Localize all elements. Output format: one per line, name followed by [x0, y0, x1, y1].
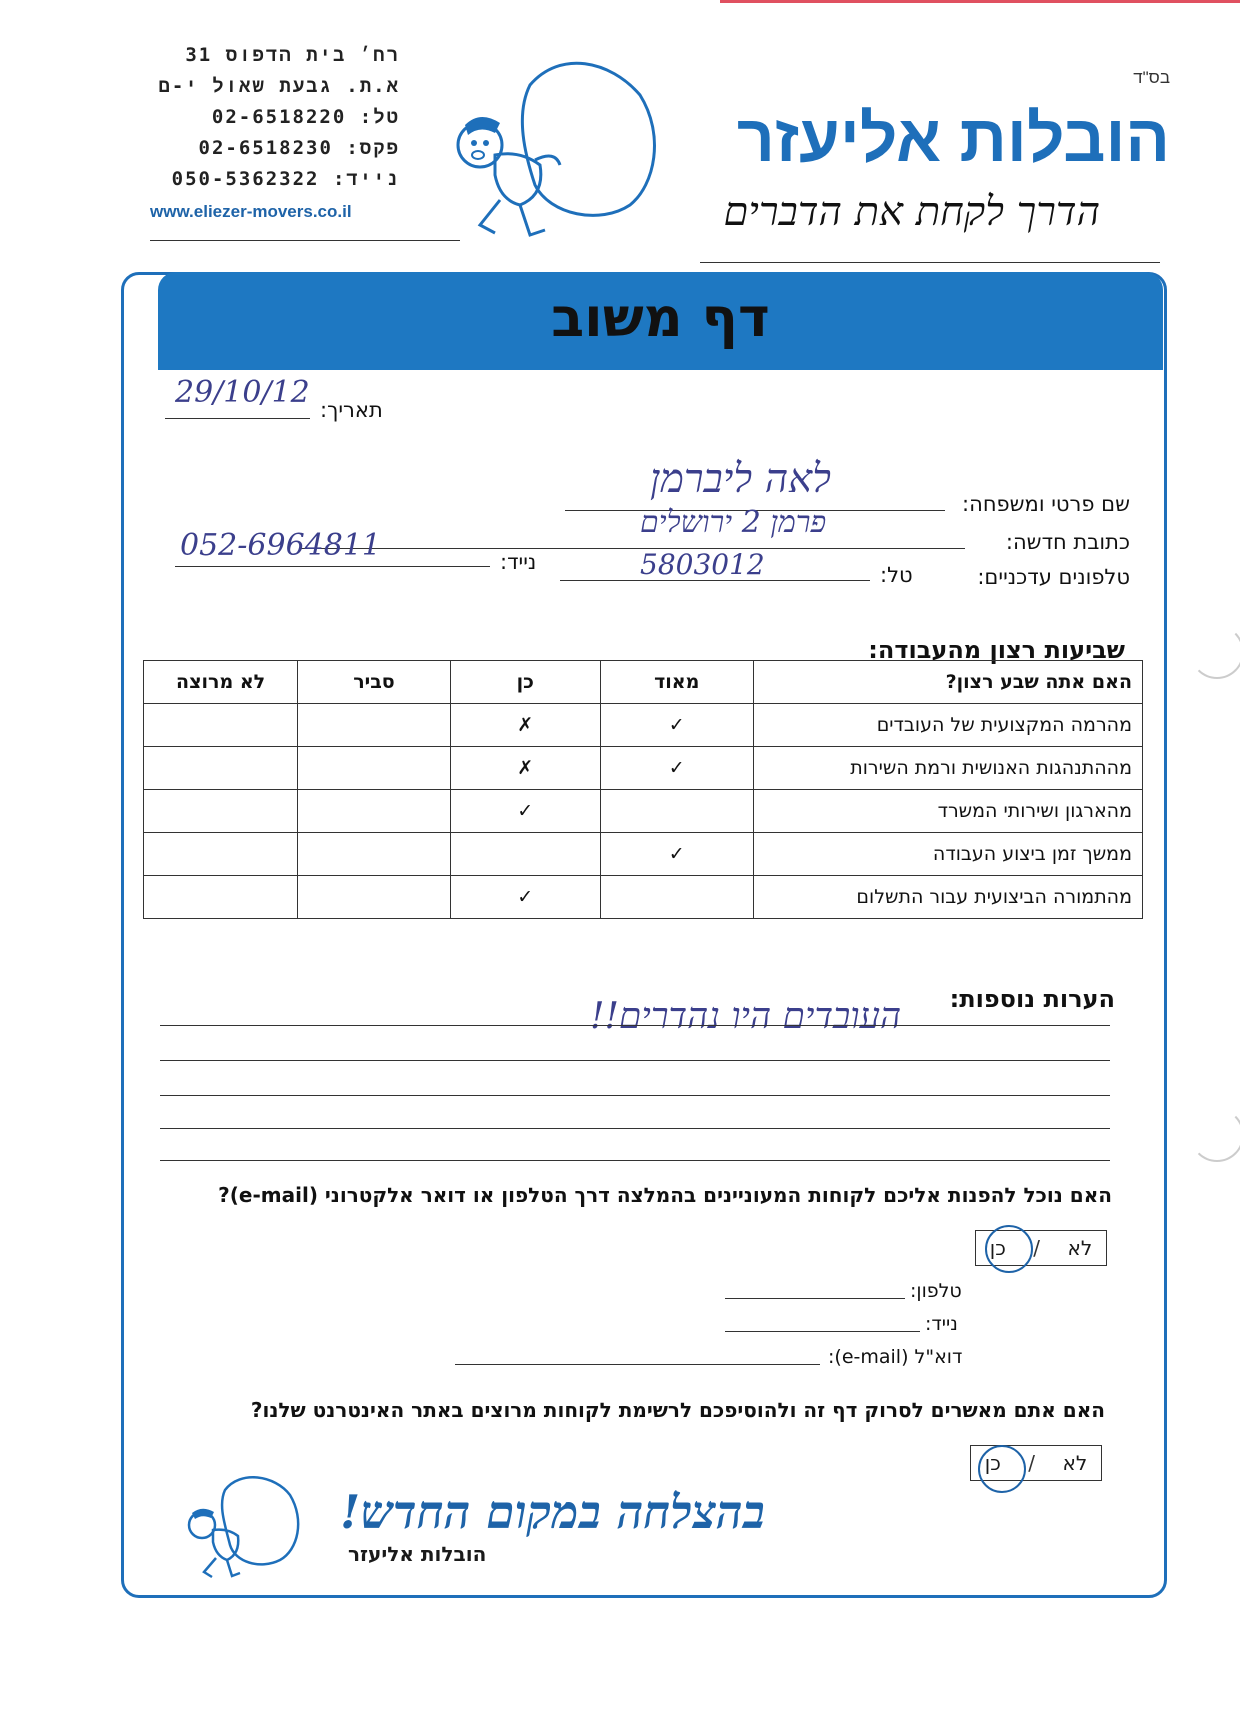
- row-label: מההתנהגות האנושית ורמת השירות: [753, 747, 1142, 790]
- address-label: כתובת חדשה:: [1005, 530, 1130, 554]
- contact-block: [150, 40, 400, 229]
- name-label: שם פרטי ומשפחה:: [962, 492, 1130, 516]
- contact-yes-circle-mark: [985, 1225, 1033, 1273]
- address-value[interactable]: פרמן 2 ירושלים: [640, 505, 827, 540]
- contact-underline: [150, 240, 460, 241]
- contact-mobile-line: [725, 1331, 920, 1332]
- form-title: דף משוב: [551, 286, 770, 349]
- table-row: [144, 833, 1143, 876]
- mark-cell[interactable]: [144, 747, 298, 790]
- date-label: תאריך:: [320, 398, 383, 422]
- contact-tel-label: טלפון:: [910, 1280, 962, 1302]
- internet-yes-option[interactable]: כן: [984, 1451, 1001, 1475]
- notes-text[interactable]: העובדים היו נהדרים!!: [590, 996, 902, 1037]
- mobile-line-field: [175, 566, 490, 567]
- notes-line-5: [160, 1160, 1110, 1161]
- column-header-reasonable: סביר: [298, 661, 451, 704]
- hole-punch-mark-bottom: [1190, 1108, 1240, 1162]
- table-row: [144, 876, 1143, 919]
- mobile-label: נייד:: [500, 550, 537, 574]
- mark-cell[interactable]: [298, 876, 451, 919]
- mobile-line: נייד: 050-5362322: [171, 168, 400, 190]
- column-header-very: מאוד: [600, 661, 753, 704]
- mark-cell[interactable]: [298, 704, 451, 747]
- contact-mobile-label: נייד:: [925, 1313, 958, 1335]
- mark-cell[interactable]: ✓: [600, 704, 753, 747]
- column-header-question: האם אתה שבע רצון?: [753, 661, 1142, 704]
- row-label: מהתמורה הביצועית עבור התשלום: [753, 876, 1142, 919]
- mobile-value[interactable]: 052-6964811: [180, 528, 382, 563]
- mark-cell[interactable]: ✗: [450, 704, 600, 747]
- address-line1: רח׳ בית הדפוס 31: [185, 44, 400, 66]
- top-red-mark: [720, 0, 1240, 3]
- contact-email-line: [455, 1364, 820, 1365]
- address-line: [300, 548, 965, 549]
- notes-line-3: [160, 1095, 1110, 1096]
- table-row: [144, 704, 1143, 747]
- column-header-yes: כן: [450, 661, 600, 704]
- notes-heading: הערות נוספות:: [949, 985, 1115, 1013]
- contact-question: האם נוכל להפנות אליכם לקוחות המעוניינים בהמלצה דרך הטלפון או דואר אלקטרוני (e-mail)?: [218, 1183, 1112, 1207]
- date-line: [165, 418, 310, 419]
- form-title-banner: [158, 272, 1163, 370]
- column-header-not-satisfied: לא מרוצה: [144, 661, 298, 704]
- mark-cell[interactable]: [144, 790, 298, 833]
- mark-cell[interactable]: [144, 876, 298, 919]
- divider-slash: /: [1028, 1451, 1036, 1475]
- hole-punch-mark-top: [1190, 625, 1240, 679]
- name-value[interactable]: לאה ליברמן: [650, 456, 831, 502]
- slogan-underline: [700, 262, 1160, 263]
- tel-label: טל:: [880, 563, 913, 587]
- notes-line-1: [160, 1025, 1110, 1026]
- mark-cell[interactable]: ✓: [450, 790, 600, 833]
- contact-email-label: דוא"ל (e-mail):: [828, 1346, 963, 1368]
- date-value[interactable]: 29/10/12: [175, 375, 310, 410]
- bsd-mark: בס"ד: [1133, 68, 1170, 87]
- mark-cell[interactable]: [298, 747, 451, 790]
- website-link[interactable]: www.eliezer-movers.co.il: [150, 202, 352, 221]
- phones-label: טלפונים עדכניים:: [977, 565, 1130, 589]
- contact-no-option[interactable]: לא: [1067, 1236, 1093, 1260]
- mark-cell[interactable]: [600, 876, 753, 919]
- row-label: ממשך זמן ביצוע העבודה: [753, 833, 1142, 876]
- contact-tel-line: [725, 1298, 905, 1299]
- notes-line-2: [160, 1060, 1110, 1061]
- brand-slogan: הדרך לקחת את הדברים: [723, 189, 1100, 235]
- phone-line: טל: 02-6518220: [211, 106, 400, 128]
- fax-line: פקס: 02-6518230: [198, 137, 400, 159]
- table-row: [144, 790, 1143, 833]
- mark-cell[interactable]: [600, 790, 753, 833]
- contact-yes-option[interactable]: כן: [989, 1236, 1006, 1260]
- satisfaction-heading: שביעות רצון מהעבודה:: [868, 636, 1125, 664]
- internet-question: האם אתם מאשרים לסרוק דף זה ולהוסיפכם לרשימת לקוחות מרוצים באתר האינטרנט שלנו?: [250, 1398, 1105, 1422]
- internet-no-option[interactable]: לא: [1062, 1451, 1088, 1475]
- mark-cell[interactable]: ✓: [600, 747, 753, 790]
- mark-cell[interactable]: [144, 833, 298, 876]
- row-label: מהארגון ושירותי המשרד: [753, 790, 1142, 833]
- table-row: [144, 747, 1143, 790]
- divider-slash: /: [1033, 1236, 1041, 1260]
- mark-cell[interactable]: ✓: [600, 833, 753, 876]
- internet-yes-circle-mark: [978, 1445, 1026, 1493]
- mark-cell[interactable]: [450, 833, 600, 876]
- footer-brand: הובלות אליעזר: [348, 1542, 487, 1566]
- mark-cell[interactable]: [298, 790, 451, 833]
- mark-cell[interactable]: [298, 833, 451, 876]
- mark-cell[interactable]: ✗: [450, 747, 600, 790]
- table-header-row: [144, 661, 1143, 704]
- mark-cell[interactable]: [144, 704, 298, 747]
- tel-value[interactable]: 5803012: [640, 548, 765, 581]
- mascot-logo-icon: [440, 55, 680, 250]
- footer-mascot-icon: [180, 1470, 310, 1585]
- notes-line-4: [160, 1128, 1110, 1129]
- row-label: מהרמה המקצועית של העובדים: [753, 704, 1142, 747]
- mark-cell[interactable]: ✓: [450, 876, 600, 919]
- brand-title: הובלות אליעזר: [736, 101, 1170, 175]
- address-line2: א.ת. גבעת שאול י-ם: [158, 75, 400, 97]
- satisfaction-table: [143, 660, 1143, 919]
- footer-wish: בהצלחה במקום החדש!: [340, 1485, 765, 1539]
